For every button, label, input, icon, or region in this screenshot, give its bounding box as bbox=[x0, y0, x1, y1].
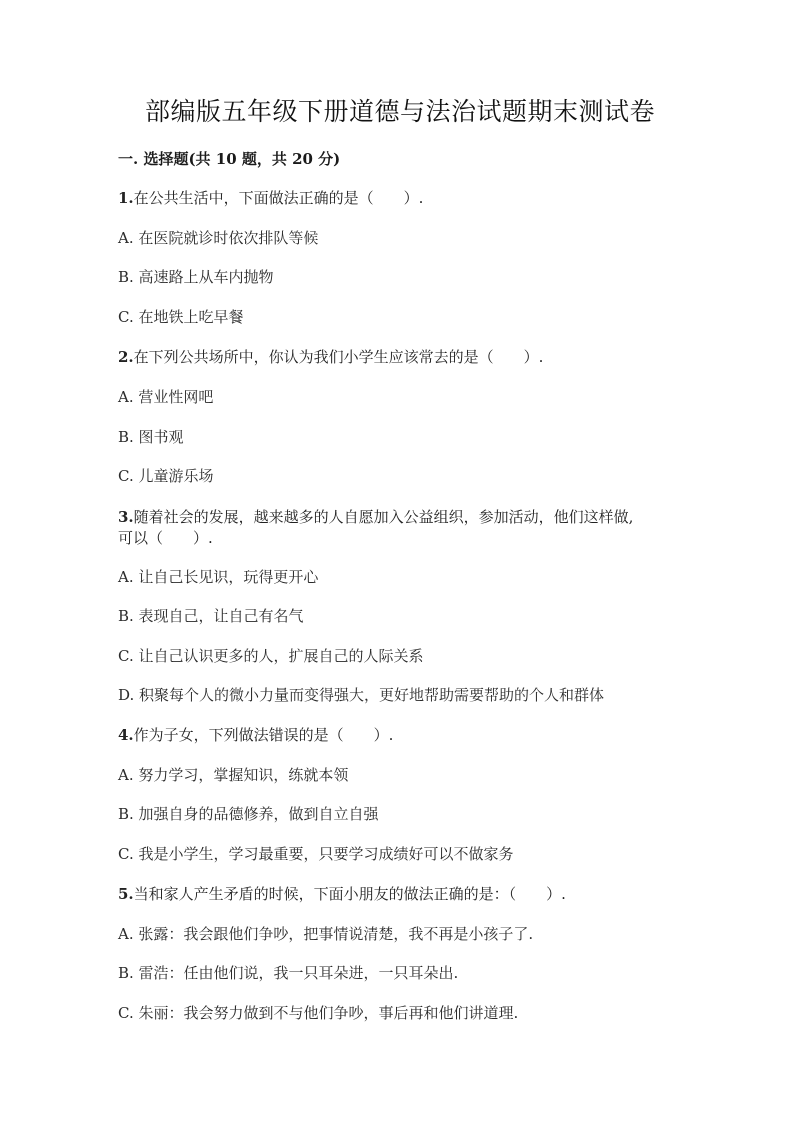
option-1c: C. 在地铁上吃早餐 bbox=[118, 308, 244, 326]
option-5a: A. 张露：我会跟他们争吵，把事情说清楚，我不再是小孩子了. bbox=[118, 925, 534, 943]
option-5b: B. 雷浩：任由他们说，我一只耳朵进，一只耳朵出. bbox=[118, 964, 459, 982]
option-1b: B. 高速路上从车内抛物 bbox=[118, 268, 274, 286]
option-2c: C. 儿童游乐场 bbox=[118, 467, 214, 485]
question-text: 作为子女，下列做法错误的是（ ）. bbox=[133, 726, 394, 744]
question-3 bbox=[118, 506, 633, 528]
option-1a: A. 在医院就诊时依次排队等候 bbox=[118, 229, 319, 247]
option-2a: A. 营业性网吧 bbox=[118, 388, 214, 406]
question-number: 4. bbox=[118, 726, 134, 744]
option-3a: A. 让自己长见识，玩得更开心 bbox=[118, 568, 319, 586]
option-5c: C. 朱丽：我会努力做到不与他们争吵，事后再和他们讲道理. bbox=[118, 1004, 519, 1022]
option-3d: D. 积聚每个人的微小力量而变得强大，更好地帮助需要帮助的个人和群体 bbox=[118, 686, 605, 704]
option-4a: A. 努力学习，掌握知识，练就本领 bbox=[118, 766, 349, 784]
question-number: 3. bbox=[118, 508, 134, 526]
question-text: 在下列公共场所中，你认为我们小学生应该常去的是（ ）. bbox=[133, 348, 544, 366]
option-2b: B. 图书观 bbox=[118, 428, 184, 446]
option-3b: B. 表现自己，让自己有名气 bbox=[118, 607, 304, 625]
question-number: 1. bbox=[118, 189, 134, 207]
question-text: 在公共生活中，下面做法正确的是（ ）. bbox=[133, 189, 424, 207]
question-5 bbox=[118, 883, 566, 905]
option-3c: C. 让自己认识更多的人，扩展自己的人际关系 bbox=[118, 647, 424, 665]
option-4b: B. 加强自身的品德修养，做到自立自强 bbox=[118, 805, 379, 823]
question-1 bbox=[118, 187, 423, 209]
question-text: 当和家人产生矛盾的时候，下面小朋友的做法正确的是：（ ）. bbox=[133, 885, 566, 903]
page-title: 部编版五年级下册道德与法治试题期末测试卷 bbox=[144, 97, 655, 126]
question-number: 2. bbox=[118, 348, 134, 366]
question-number: 5. bbox=[118, 885, 134, 903]
question-3-continued: 可以（ ）. bbox=[118, 529, 213, 547]
question-2 bbox=[118, 346, 543, 368]
question-4 bbox=[118, 724, 393, 746]
section-heading: 一. 选择题(共 10 题，共 20 分) bbox=[118, 150, 341, 168]
option-4c: C. 我是小学生，学习最重要，只要学习成绩好可以不做家务 bbox=[118, 845, 514, 863]
question-text: 随着社会的发展，越来越多的人自愿加入公益组织，参加活动，他们这样做, bbox=[133, 508, 634, 526]
